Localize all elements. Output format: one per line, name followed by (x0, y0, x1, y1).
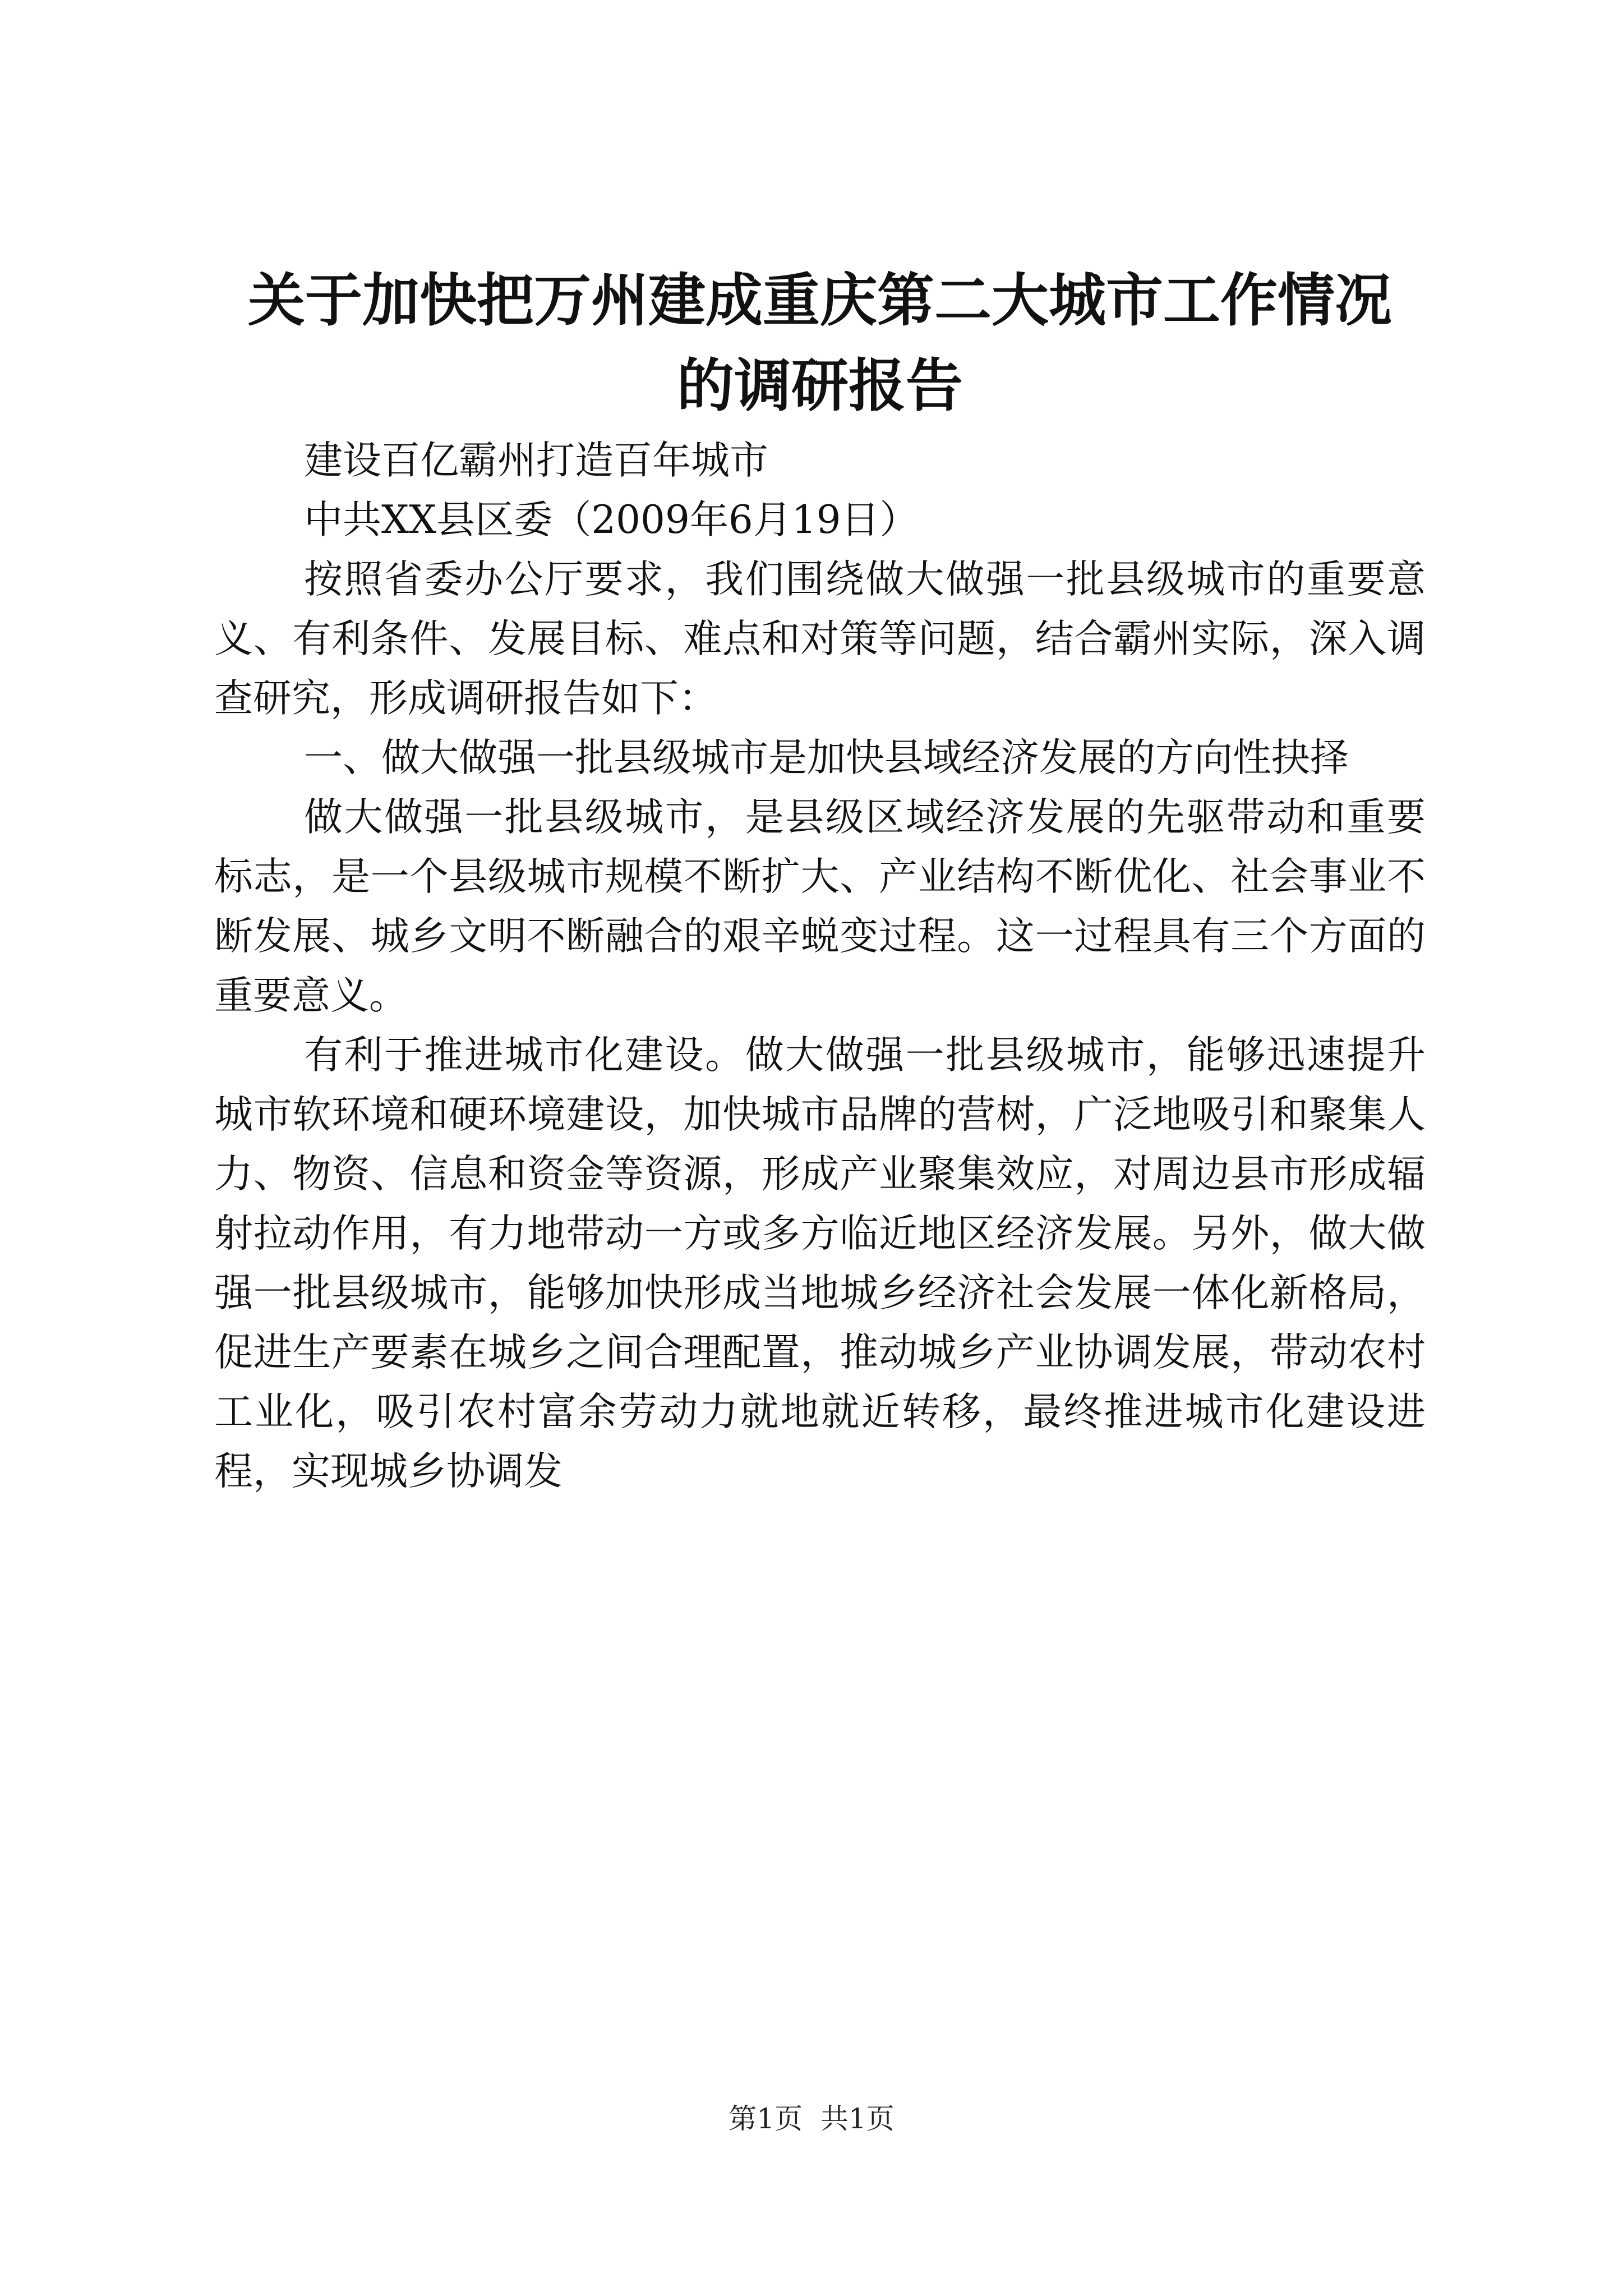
document-body (214, 258, 1426, 1501)
paragraph-urbanization: 有利于推进城市化建设。做大做强一批县级城市，能够迅速提升城市软环境和硬环境建设，加快城市品牌的营树，广泛地吸引和聚集人力、物资、信息和资金等资源，形成产业聚集效应，对周边县市形成辐射拉动作用，有力地带动一方或多方临近地区经济发展。另外，做大做强一批县级城市，能够加快形成当地城乡经济社会发展一体化新格局，促进生产要素在城乡之间合理配置，推动城乡产业协调发展，带动农村工业化，吸引农村富余劳动力就地就近转移，最终推进城市化建设进程，实现城乡协调发 (214, 1033, 1426, 1494)
paragraph-significance: 做大做强一批县级城市，是县级区域经济发展的先驱带动和重要标志，是一个县级城市规模不断扩大、产业结构不断优化、社会事业不断发展、城乡文明不断融合的艰辛蜕变过程。这一过程具有三个方面的重要意义。 (214, 795, 1426, 1018)
byline-block (214, 431, 1426, 550)
section-heading-1: 一、做大做强一批县级城市是加快县域经济发展的方向性抉择 (304, 735, 1349, 780)
page-footer (0, 2101, 1623, 2137)
author-date: 中共XX县区委（2009年6月19日） (304, 498, 919, 542)
page-number-label: 第1页 共1页 (728, 2102, 895, 2135)
subtitle: 建设百亿霸州打造百年城市 (304, 438, 768, 483)
paragraph-intro: 按照省委办公厅要求，我们围绕做大做强一批县级城市的重要意义、有利条件、发展目标、难点和对策等问题，结合霸州实际，深入调查研究，形成调研报告如下： (214, 557, 1426, 721)
title-line-1: 关于加快把万州建成重庆第二大城市工作情况 (248, 267, 1392, 334)
title-line-2: 的调研报告 (677, 352, 963, 420)
document-title (214, 258, 1426, 429)
